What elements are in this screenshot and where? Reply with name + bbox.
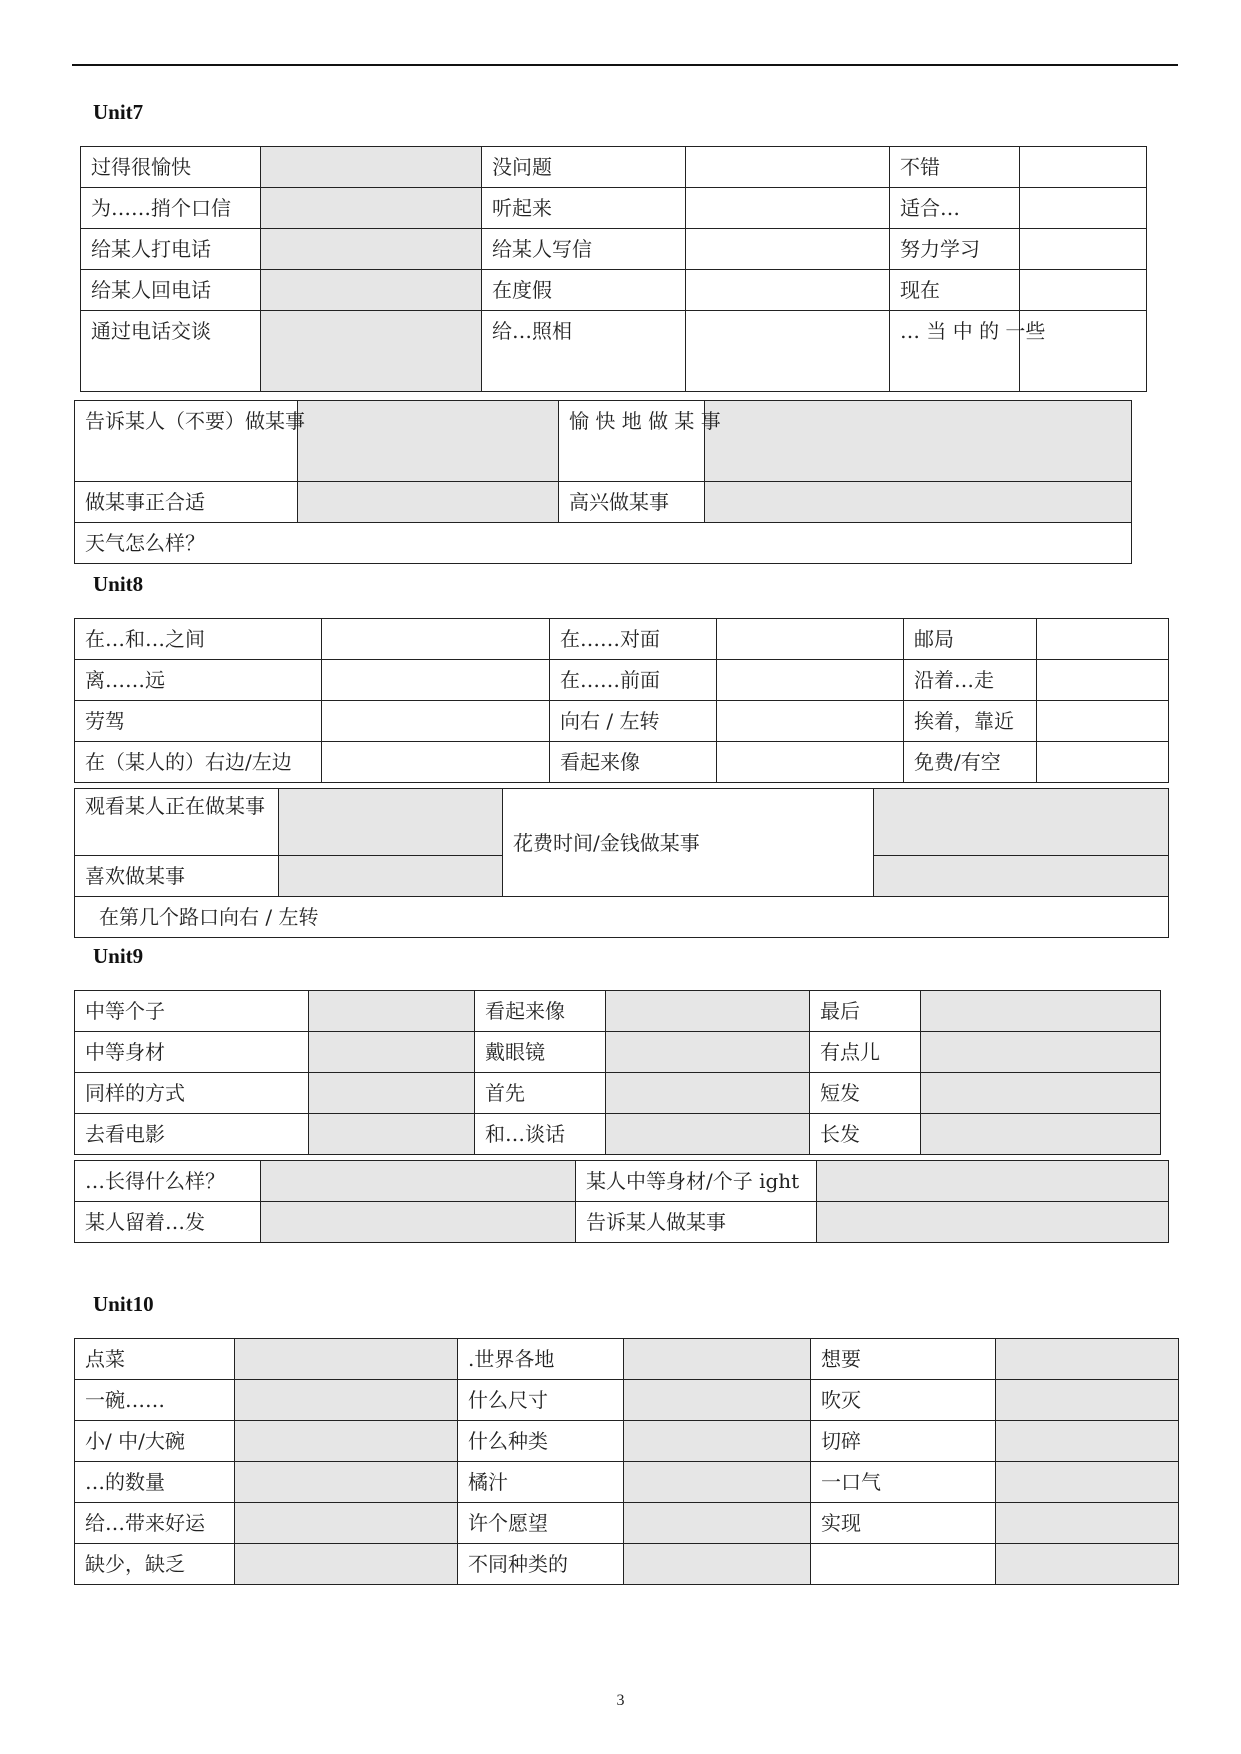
phrase-cell: 邮局 [904, 619, 1037, 660]
answer-blank[interactable] [235, 1380, 458, 1421]
answer-blank[interactable] [717, 619, 904, 660]
answer-blank[interactable] [996, 1421, 1179, 1462]
table-row [75, 1032, 1161, 1073]
answer-blank[interactable] [298, 401, 559, 482]
vocab-table-extra [74, 788, 1169, 938]
phrase-cell: 切碎 [811, 1421, 996, 1462]
table-row [81, 270, 1147, 311]
vocab-table-extra [74, 400, 1132, 564]
answer-blank[interactable] [309, 1073, 475, 1114]
answer-blank[interactable] [921, 1114, 1161, 1155]
phrase-cell: 不同种类的 [458, 1544, 624, 1585]
phrase-cell: .世界各地 [458, 1339, 624, 1380]
phrase-cell: … 当 中 的 一些 [890, 311, 1020, 392]
page-number: 3 [616, 1692, 625, 1709]
phrase-cell: 缺少，缺乏 [75, 1544, 235, 1585]
table-row [75, 742, 1169, 783]
answer-blank[interactable] [606, 1114, 810, 1155]
answer-blank[interactable] [624, 1380, 811, 1421]
phrase-cell: 离……远 [75, 660, 322, 701]
vocab-table-extra [74, 1160, 1169, 1243]
answer-blank[interactable] [322, 660, 550, 701]
phrase-cell: 实现 [811, 1503, 996, 1544]
phrase-cell: 长发 [810, 1114, 921, 1155]
table-row [75, 619, 1169, 660]
phrase-cell: 适合… [890, 188, 1020, 229]
phrase-cell: 愉 快 地 做 某 事 [559, 401, 705, 482]
phrase-cell: 没问题 [482, 147, 686, 188]
answer-blank[interactable] [309, 991, 475, 1032]
answer-blank[interactable] [874, 856, 1169, 897]
answer-blank[interactable] [322, 742, 550, 783]
phrase-cell: 小/ 中/大碗 [75, 1421, 235, 1462]
table-row [75, 1339, 1179, 1380]
table-row [75, 701, 1169, 742]
answer-blank[interactable] [996, 1462, 1179, 1503]
answer-blank[interactable] [686, 147, 890, 188]
vocab-table [80, 146, 1147, 392]
phrase-cell: 中等身材 [75, 1032, 309, 1073]
answer-blank[interactable] [235, 1462, 458, 1503]
answer-blank[interactable] [996, 1503, 1179, 1544]
answer-blank[interactable] [817, 1161, 1169, 1202]
phrase-cell: 沿着…走 [904, 660, 1037, 701]
phrase-cell: 给…带来好运 [75, 1503, 235, 1544]
phrase-cell: 做某事正合适 [75, 482, 298, 523]
unit-title: Unit9 [93, 944, 144, 968]
answer-blank[interactable] [624, 1339, 811, 1380]
answer-blank[interactable] [1037, 660, 1169, 701]
phrase-cell: 给某人打电话 [81, 229, 261, 270]
answer-blank[interactable] [235, 1503, 458, 1544]
answer-blank[interactable] [705, 482, 1132, 523]
answer-blank[interactable] [261, 147, 482, 188]
phrase-cell: 听起来 [482, 188, 686, 229]
answer-blank[interactable] [817, 1202, 1169, 1243]
phrase-cell: 喜欢做某事 [75, 856, 279, 897]
answer-blank[interactable] [921, 1032, 1161, 1073]
phrase-cell: 许个愿望 [458, 1503, 624, 1544]
table-row [75, 1544, 1179, 1585]
table-row [75, 401, 1132, 482]
answer-blank[interactable] [1020, 188, 1147, 229]
unit-title: Unit7 [93, 100, 144, 124]
answer-blank[interactable] [261, 1161, 576, 1202]
phrase-cell: 橘汁 [458, 1462, 624, 1503]
table-row [75, 1202, 1169, 1243]
phrase-cell: 看起来像 [550, 742, 717, 783]
phrase-cell: 中等个子 [75, 991, 309, 1032]
table-row [75, 1073, 1161, 1114]
answer-blank[interactable] [261, 311, 482, 392]
phrase-cell: 挨着，靠近 [904, 701, 1037, 742]
answer-blank[interactable] [686, 311, 890, 392]
phrase-cell: 吹灭 [811, 1380, 996, 1421]
phrase-cell: 有点儿 [810, 1032, 921, 1073]
answer-blank[interactable] [686, 188, 890, 229]
phrase-cell: 给某人写信 [482, 229, 686, 270]
answer-blank[interactable] [717, 742, 904, 783]
table-row [75, 1161, 1169, 1202]
answer-blank[interactable] [606, 1032, 810, 1073]
unit-title: Unit8 [93, 572, 144, 596]
answer-blank[interactable] [1037, 742, 1169, 783]
answer-blank[interactable] [624, 1421, 811, 1462]
phrase-cell: 首先 [475, 1073, 606, 1114]
phrase-cell: 过得很愉快 [81, 147, 261, 188]
phrase-cell: 向右 / 左转 [550, 701, 717, 742]
answer-blank[interactable] [235, 1544, 458, 1585]
phrase-cell: 在…和…之间 [75, 619, 322, 660]
phrase-cell: 给某人回电话 [81, 270, 261, 311]
vocab-table [74, 618, 1169, 783]
phrase-cell: …的数量 [75, 1462, 235, 1503]
phrase-cell: 劳驾 [75, 701, 322, 742]
phrase-cell: 不错 [890, 147, 1020, 188]
answer-blank[interactable] [279, 789, 503, 856]
phrase-cell: 努力学习 [890, 229, 1020, 270]
phrase-cell: 看起来像 [475, 991, 606, 1032]
phrase-cell: 点菜 [75, 1339, 235, 1380]
table-row [75, 1421, 1179, 1462]
vocab-table [74, 1338, 1179, 1585]
phrase-cell: 为……捎个口信 [81, 188, 261, 229]
phrase-cell: 一口气 [811, 1462, 996, 1503]
phrase-cell: 某人留着…发 [75, 1202, 261, 1243]
answer-blank[interactable] [996, 1380, 1179, 1421]
table-row [75, 991, 1161, 1032]
answer-blank[interactable] [261, 270, 482, 311]
phrase-cell: 告诉某人做某事 [576, 1202, 817, 1243]
phrase-cell: 最后 [810, 991, 921, 1032]
table-row [75, 1380, 1179, 1421]
answer-blank[interactable] [279, 856, 503, 897]
answer-blank[interactable] [624, 1462, 811, 1503]
answer-blank[interactable] [235, 1421, 458, 1462]
phrase-cell: 在……前面 [550, 660, 717, 701]
answer-blank[interactable] [996, 1339, 1179, 1380]
table-row [75, 1114, 1161, 1155]
answer-blank[interactable] [261, 1202, 576, 1243]
answer-blank[interactable] [309, 1032, 475, 1073]
phrase-cell: 告诉某人（不要）做某事 [75, 401, 298, 482]
phrase-cell: 天气怎么样？ [75, 523, 1132, 564]
answer-blank[interactable] [261, 188, 482, 229]
answer-blank[interactable] [717, 660, 904, 701]
answer-blank[interactable] [921, 991, 1161, 1032]
phrase-cell: 在度假 [482, 270, 686, 311]
phrase-cell: 在第几个路口向右 / 左转 [75, 897, 1169, 938]
phrase-cell: 戴眼镜 [475, 1032, 606, 1073]
answer-blank[interactable] [261, 229, 482, 270]
phrase-cell: 给…照相 [482, 311, 686, 392]
answer-blank[interactable] [874, 789, 1169, 856]
table-row [75, 482, 1132, 523]
header-rule [72, 64, 1178, 66]
answer-blank[interactable] [606, 1073, 810, 1114]
answer-blank[interactable] [1037, 619, 1169, 660]
phrase-cell: …长得什么样？ [75, 1161, 261, 1202]
table-row [81, 188, 1147, 229]
phrase-cell: 什么尺寸 [458, 1380, 624, 1421]
answer-blank[interactable] [1020, 229, 1147, 270]
phrase-cell: 观看某人正在做某事 [75, 789, 279, 856]
phrase-cell: 什么种类 [458, 1421, 624, 1462]
table-row [75, 789, 1169, 856]
answer-blank[interactable] [686, 270, 890, 311]
phrase-cell: 在（某人的）右边/左边 [75, 742, 322, 783]
answer-blank[interactable] [624, 1503, 811, 1544]
phrase-cell: 在……对面 [550, 619, 717, 660]
phrase-cell: 高兴做某事 [559, 482, 705, 523]
answer-blank[interactable] [606, 991, 810, 1032]
phrase-cell: 某人中等身材/个子 ight [576, 1161, 817, 1202]
answer-blank[interactable] [322, 619, 550, 660]
phrase-cell: 通过电话交谈 [81, 311, 261, 392]
phrase-cell: 同样的方式 [75, 1073, 309, 1114]
answer-blank[interactable] [298, 482, 559, 523]
table-row [75, 1462, 1179, 1503]
answer-blank[interactable] [235, 1339, 458, 1380]
answer-blank[interactable] [1020, 147, 1147, 188]
phrase-cell: 免费/有空 [904, 742, 1037, 783]
table-row [75, 523, 1132, 564]
phrase-cell: 去看电影 [75, 1114, 309, 1155]
answer-blank[interactable] [686, 229, 890, 270]
table-row [75, 660, 1169, 701]
answer-blank[interactable] [1037, 701, 1169, 742]
phrase-cell: 现在 [890, 270, 1020, 311]
phrase-cell: 短发 [810, 1073, 921, 1114]
table-row [81, 147, 1147, 188]
table-row [81, 311, 1147, 392]
vocab-table [74, 990, 1161, 1155]
answer-blank[interactable] [309, 1114, 475, 1155]
answer-blank[interactable] [921, 1073, 1161, 1114]
answer-blank[interactable] [705, 401, 1132, 482]
phrase-cell [811, 1544, 996, 1585]
answer-blank[interactable] [717, 701, 904, 742]
phrase-cell: 想要 [811, 1339, 996, 1380]
answer-blank[interactable] [1020, 270, 1147, 311]
answer-blank[interactable] [322, 701, 550, 742]
answer-blank[interactable] [996, 1544, 1179, 1585]
table-row [81, 229, 1147, 270]
phrase-cell: 花费时间/金钱做某事 [503, 789, 874, 897]
phrase-cell: 和…谈话 [475, 1114, 606, 1155]
phrase-cell: 一碗…… [75, 1380, 235, 1421]
table-row [75, 897, 1169, 938]
answer-blank[interactable] [624, 1544, 811, 1585]
table-row [75, 1503, 1179, 1544]
unit-title: Unit10 [93, 1292, 154, 1316]
